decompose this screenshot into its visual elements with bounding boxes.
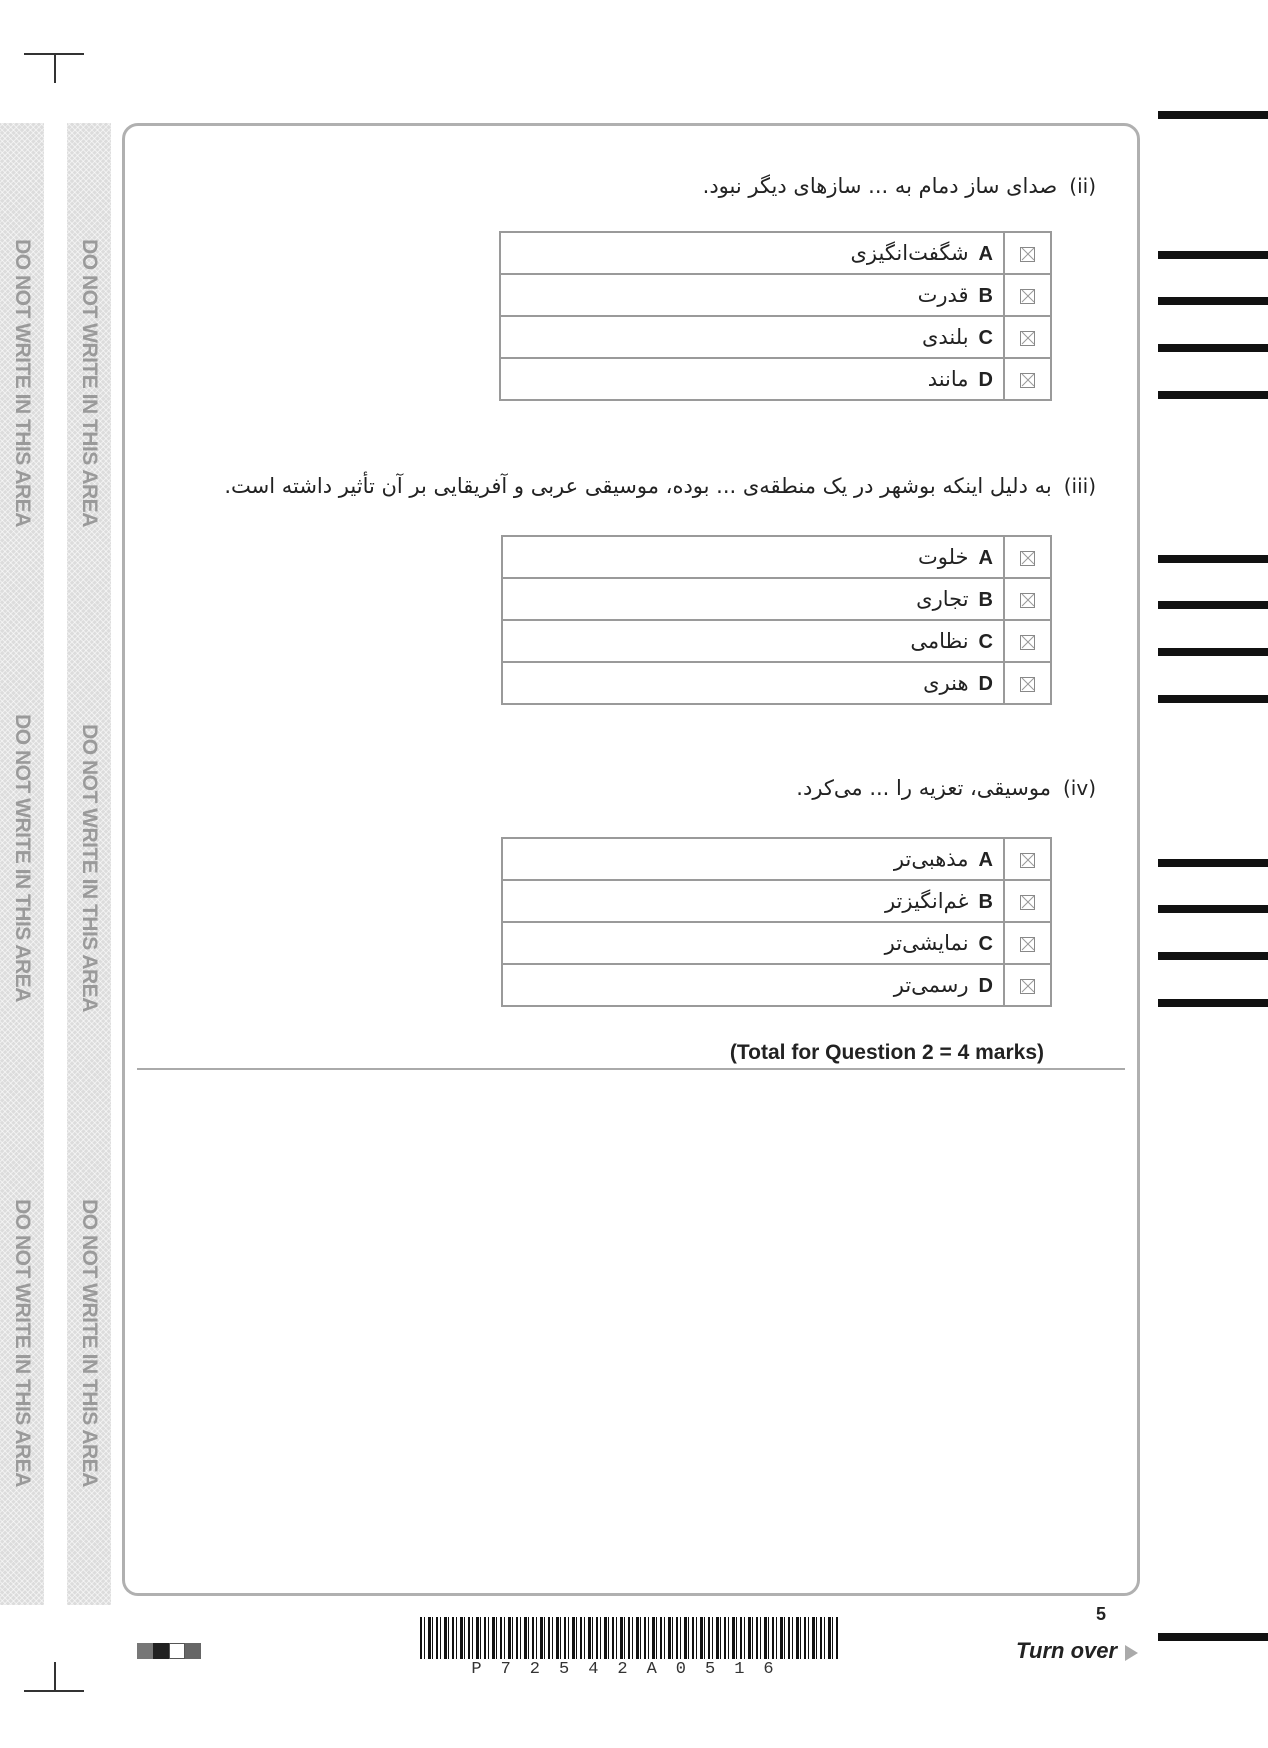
question-iii	[224, 474, 1096, 498]
timing-bar	[1158, 905, 1268, 913]
checkbox-icon[interactable]	[1020, 853, 1035, 868]
option-text: نظامی	[910, 628, 969, 653]
option-letter: A	[978, 848, 993, 871]
option-row[interactable]	[500, 316, 1051, 358]
option-text: نمایشی‌تر	[884, 930, 969, 955]
margin-strip-inner	[67, 123, 111, 1605]
timing-bar	[1158, 859, 1268, 867]
question-text: صدای ساز دمام به ... سازهای دیگر نبود.	[702, 174, 1058, 198]
barcode	[420, 1617, 840, 1659]
question-number: (ii)	[1069, 174, 1096, 198]
option-row[interactable]	[500, 232, 1051, 274]
margin-warning: DO NOT WRITE IN THIS AREA	[11, 714, 34, 1002]
margin-warning: DO NOT WRITE IN THIS AREA	[78, 724, 101, 1012]
option-letter: C	[978, 630, 993, 653]
option-letter: B	[978, 890, 993, 913]
timing-bar	[1158, 1633, 1268, 1641]
option-row[interactable]	[502, 964, 1051, 1006]
timing-bar	[1158, 555, 1268, 563]
option-text: هنری	[923, 670, 969, 695]
timing-bar	[1158, 297, 1268, 305]
checkbox-icon[interactable]	[1020, 373, 1035, 388]
timing-bar	[1158, 251, 1268, 259]
option-text: مانند	[927, 366, 969, 391]
question-iv	[796, 776, 1096, 800]
option-row[interactable]	[502, 536, 1051, 578]
options-table-iv	[501, 837, 1052, 1007]
play-arrow-icon	[1125, 1645, 1138, 1661]
option-row[interactable]	[500, 274, 1051, 316]
checkbox-icon[interactable]	[1020, 289, 1035, 304]
option-letter: C	[978, 326, 993, 349]
sheet-indicator	[137, 1643, 201, 1659]
checkbox-icon[interactable]	[1020, 593, 1035, 608]
timing-bar	[1158, 648, 1268, 656]
option-letter: B	[978, 588, 993, 611]
option-text: بلندی	[921, 324, 969, 349]
option-row[interactable]	[500, 358, 1051, 400]
option-letter: D	[978, 974, 993, 997]
option-row[interactable]	[502, 922, 1051, 964]
option-row[interactable]	[502, 662, 1051, 704]
option-text: خلوت	[917, 544, 969, 569]
option-text: تجاری	[916, 586, 969, 611]
question-total: (Total for Question 2 = 4 marks)	[729, 1041, 1044, 1064]
options-table-iii	[501, 535, 1052, 705]
option-row[interactable]	[502, 578, 1051, 620]
question-text: به دلیل اینکه بوشهر در یک منطقه‌ی ... بوده، موسیقی عربی و آفریقایی بر آن تأثیر داشته است.	[224, 474, 1052, 498]
crop-mark	[54, 53, 56, 83]
option-text: رسمی‌تر	[893, 972, 969, 997]
checkbox-icon[interactable]	[1020, 551, 1035, 566]
crop-mark	[54, 1662, 56, 1692]
checkbox-icon[interactable]	[1020, 677, 1035, 692]
checkbox-icon[interactable]	[1020, 247, 1035, 262]
margin-warning: DO NOT WRITE IN THIS AREA	[11, 239, 34, 527]
option-letter: D	[978, 368, 993, 391]
timing-bar	[1158, 695, 1268, 703]
barcode-text: P72542A0516	[471, 1660, 793, 1679]
timing-bar	[1158, 952, 1268, 960]
option-text: قدرت	[917, 282, 969, 307]
option-row[interactable]	[502, 838, 1051, 880]
option-text: غم‌انگیزتر	[884, 888, 969, 913]
margin-warning: DO NOT WRITE IN THIS AREA	[11, 1199, 34, 1487]
page-number: 5	[1096, 1604, 1107, 1624]
turn-over-label: Turn over	[1016, 1638, 1118, 1663]
timing-bar	[1158, 111, 1268, 119]
option-row[interactable]	[502, 620, 1051, 662]
options-table-ii	[499, 231, 1052, 401]
checkbox-icon[interactable]	[1020, 979, 1035, 994]
timing-bar	[1158, 344, 1268, 352]
option-text: شگفت‌انگیزی	[850, 240, 969, 265]
question-number: (iv)	[1062, 776, 1096, 800]
divider	[137, 1068, 1125, 1070]
timing-bar	[1158, 601, 1268, 609]
question-ii	[703, 174, 1096, 198]
checkbox-icon[interactable]	[1020, 937, 1035, 952]
option-letter: A	[978, 242, 993, 265]
option-letter: C	[978, 932, 993, 955]
option-letter: D	[978, 672, 993, 695]
question-number: (iii)	[1063, 474, 1096, 498]
timing-bar	[1158, 999, 1268, 1007]
checkbox-icon[interactable]	[1020, 331, 1035, 346]
checkbox-icon[interactable]	[1020, 895, 1035, 910]
option-text: مذهبی‌تر	[893, 846, 969, 871]
option-letter: A	[978, 546, 993, 569]
option-row[interactable]	[502, 880, 1051, 922]
timing-bar	[1158, 391, 1268, 399]
option-letter: B	[978, 284, 993, 307]
checkbox-icon[interactable]	[1020, 635, 1035, 650]
margin-warning: DO NOT WRITE IN THIS AREA	[78, 1199, 101, 1487]
margin-warning: DO NOT WRITE IN THIS AREA	[78, 239, 101, 527]
question-text: موسیقی، تعزیه را ... می‌کرد.	[796, 776, 1051, 800]
margin-strip-outer	[0, 123, 44, 1605]
